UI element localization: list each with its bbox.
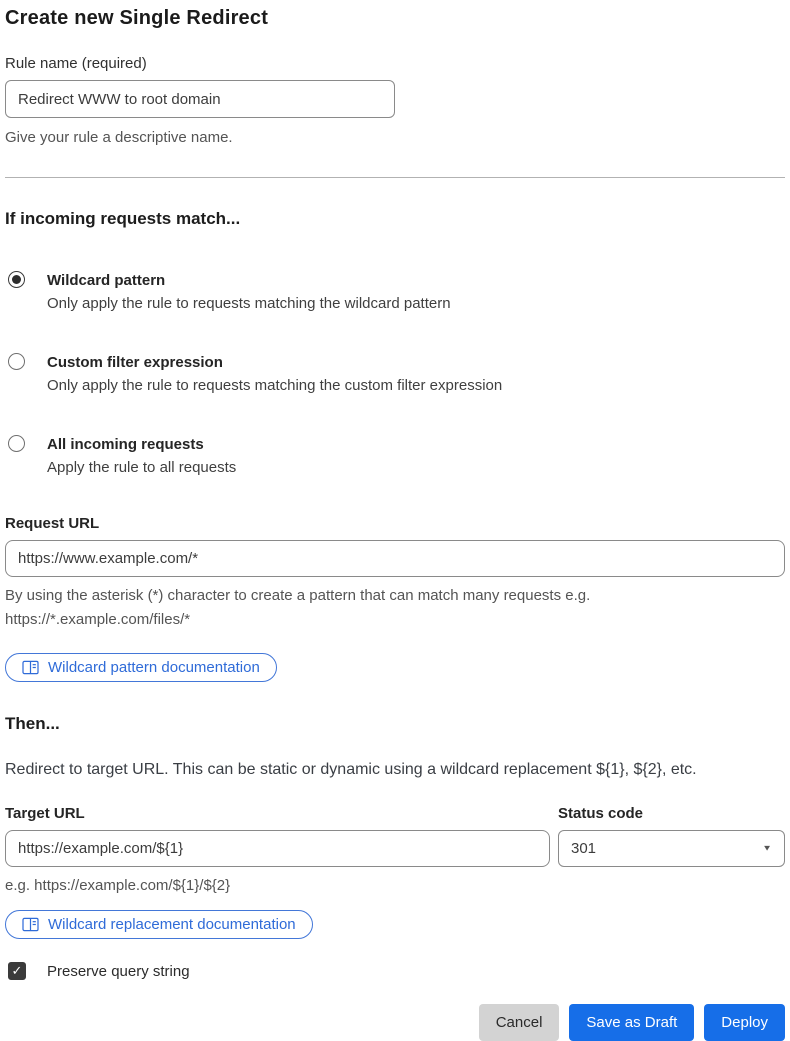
save-as-draft-button[interactable]: Save as Draft xyxy=(569,1004,694,1041)
radio-option-description: Only apply the rule to requests matching the custom filter expression xyxy=(47,377,503,394)
chevron-down-icon: ▼ xyxy=(762,844,772,853)
rule-name-label: Rule name (required) xyxy=(5,55,147,72)
radio-icon[interactable] xyxy=(8,271,25,288)
match-section-heading: If incoming requests match... xyxy=(5,209,241,228)
radio-icon[interactable] xyxy=(8,353,25,370)
request-url-label: Request URL xyxy=(5,515,100,532)
radio-option-description: Apply the rule to all requests xyxy=(47,459,237,476)
radio-option-label: Custom filter expression xyxy=(47,354,223,371)
match-radio-option[interactable] xyxy=(5,269,785,315)
target-url-label: Target URL xyxy=(5,805,85,822)
radio-option-description: Only apply the rule to requests matching the wildcard pattern xyxy=(47,295,451,312)
target-status-row xyxy=(5,805,785,898)
match-radio-option[interactable] xyxy=(5,433,785,479)
preserve-query-checkbox[interactable]: ✓ xyxy=(8,962,26,980)
status-code-select[interactable] xyxy=(558,830,785,867)
cancel-button[interactable]: Cancel xyxy=(479,1004,560,1041)
radio-option-label: All incoming requests xyxy=(47,436,204,453)
radio-option-label: Wildcard pattern xyxy=(47,272,166,289)
wildcard-replacement-doc-button[interactable] xyxy=(5,910,313,939)
book-icon xyxy=(22,660,39,675)
target-url-input[interactable] xyxy=(5,830,550,867)
match-radio-option[interactable] xyxy=(5,351,785,397)
rule-name-help: Give your rule a descriptive name. xyxy=(5,129,233,146)
request-url-help-line2: https://*.example.com/files/* xyxy=(5,611,191,628)
then-description: Redirect to target URL. This can be static or dynamic using a wildcard replacement ${1}, ${2}, etc. xyxy=(5,761,697,778)
status-code-value: 301 xyxy=(571,840,597,857)
target-url-help: e.g. https://example.com/${1}/${2} xyxy=(5,877,231,894)
rule-name-input[interactable] xyxy=(5,80,395,118)
deploy-button[interactable]: Deploy xyxy=(704,1004,785,1041)
section-divider xyxy=(5,177,785,178)
wildcard-pattern-doc-button[interactable] xyxy=(5,653,277,682)
then-section-heading: Then... xyxy=(5,714,60,733)
doc-button-label: Wildcard pattern documentation xyxy=(48,659,260,676)
doc-button-label: Wildcard replacement documentation xyxy=(48,916,296,933)
book-icon xyxy=(22,917,39,932)
status-code-label: Status code xyxy=(558,805,644,822)
footer-actions xyxy=(5,1004,785,1041)
preserve-query-row[interactable] xyxy=(5,962,785,980)
request-url-input[interactable] xyxy=(5,540,785,577)
page-title: Create new Single Redirect xyxy=(5,7,269,29)
preserve-query-label: Preserve query string xyxy=(47,962,190,980)
request-url-help-line1: By using the asterisk (*) character to create a pattern that can match many requests e.g. xyxy=(5,587,591,604)
request-url-help xyxy=(5,584,785,632)
match-radio-group xyxy=(5,269,785,479)
radio-icon[interactable] xyxy=(8,435,25,452)
